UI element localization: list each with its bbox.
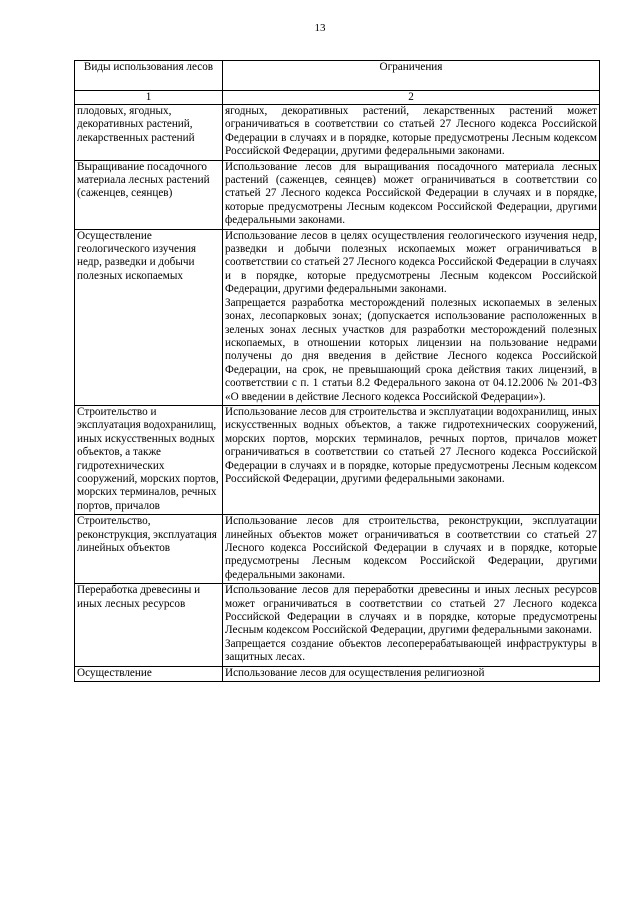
use-type-cell: плодовых, ягодных, декоративных растений, лекарственных растений <box>75 105 223 161</box>
restriction-cell <box>223 229 600 405</box>
table-row <box>75 666 600 681</box>
column-number-1: 1 <box>75 91 223 105</box>
restriction-cell <box>223 160 600 229</box>
restriction-paragraph: ягодных, декоративных растений, лекарственных растений может ограничиваться в соответствии со статьей 27 Лесного кодекса Российской Федерации в случаях и в порядке, которые предусмотрены Лесным кодексом Российской Федерации, другими федеральными законами. <box>225 105 597 158</box>
restriction-paragraph: Использование лесов для строительства и эксплуатации водохранилищ, иных искусственных водных объектов, а также гидротехнических сооружений, морских портов, морских терминалов, речных портов, причалов может ограничиваться в соответствии со статьей 27 Лесного кодекса Российской Федерации в случаях и в порядке, которые предусмотрены Лесным кодексом Российской Федерации, другими федеральными законами. <box>225 405 597 485</box>
restriction-cell <box>223 515 600 584</box>
use-type-cell: Строительство и эксплуатация водохранилищ, иных искусственных водных объектов, а также гидротехнических сооружений, морских портов, морских терминалов, речных портов, причалов <box>75 405 223 514</box>
restriction-paragraph: Запрещается разработка месторождений полезных ископаемых в зеленых зонах, лесопарковых зонах; (допускается использование расположенных в зеленых зонах лесных участков для разработки месторождений полезных ископаемых, в отношении которых лицензии на пользование недрами получены до дня введения в действие Лесного кодекса Российской Федерации, на срок, не превышающий срока действия таких лицензий, в соответствии с п. 1 статьи 8.2 Федерального закона от 04.12.2006 № 201-ФЗ «О введении в действие Лесного кодекса Российской Федерации»). <box>225 296 597 403</box>
restriction-paragraph: Использование лесов для осуществления религиозной <box>225 666 485 679</box>
table-row <box>75 160 600 229</box>
use-type-cell: Осуществление геологического изучения недр, разведки и добычи полезных ископаемых <box>75 229 223 405</box>
header-restrictions: Ограничения <box>223 61 600 91</box>
restriction-paragraph: Использование лесов для строительства, реконструкции, эксплуатации линейных объектов может ограничиваться в соответствии со статьей 27 Лесного кодекса Российской Федерации в случаях и в порядке, которые предусмотрены Лесным кодексом Российской Федерации, другими федеральными законами. <box>225 515 597 581</box>
table-row <box>75 515 600 584</box>
use-type-cell: Строительство, реконструкция, эксплуатация линейных объектов <box>75 515 223 584</box>
table-header-row <box>75 61 600 91</box>
restriction-cell <box>223 584 600 666</box>
restriction-cell <box>223 105 600 161</box>
column-number-2: 2 <box>223 91 600 105</box>
restriction-cell <box>223 405 600 514</box>
table-row <box>75 105 600 161</box>
restriction-paragraph: Использование лесов для переработки древесины и иных лесных ресурсов может ограничиваться в соответствии со статьей 27 Лесного кодекса Российской Федерации в случаях и в порядке, которые предусмотрены Лесным кодексом Российской Федерации, другими федеральными законами. <box>225 584 597 637</box>
table-row <box>75 584 600 666</box>
restriction-paragraph: Использование лесов для выращивания посадочного материала лесных растений (саженцев, сеянцев) может ограничиваться в соответствии со статьей 27 Лесного кодекса Российской Федерации в случаях и в порядке, которые предусмотрены Лесным кодексом Российской Федерации, другими федеральными законами. <box>225 160 597 227</box>
page-number: 13 <box>314 22 326 34</box>
use-type-cell: Выращивание посадочного материала лесных растений (саженцев, сеянцев) <box>75 160 223 229</box>
use-type-cell: Переработка древесины и иных лесных ресурсов <box>75 584 223 666</box>
restriction-cell <box>223 666 600 681</box>
column-number-row <box>75 91 600 105</box>
table-row <box>75 405 600 514</box>
restrictions-table <box>74 60 600 682</box>
restriction-paragraph: Запрещается создание объектов лесоперерабатывающей инфраструктуры в защитных лесах. <box>225 637 597 664</box>
restriction-paragraph: Использование лесов в целях осуществления геологического изучения недр, разведки и добычи полезных ископаемых может ограничиваться в соответствии со статьей 27 Лесного кодекса Российской Федерации в случаях и в порядке, которые предусмотрены Лесным кодексом Российской Федерации, другими федеральными законами. <box>225 229 597 296</box>
header-use-types: Виды использования лесов <box>75 61 223 91</box>
use-type-cell: Осуществление <box>75 666 223 681</box>
table-row <box>75 229 600 405</box>
